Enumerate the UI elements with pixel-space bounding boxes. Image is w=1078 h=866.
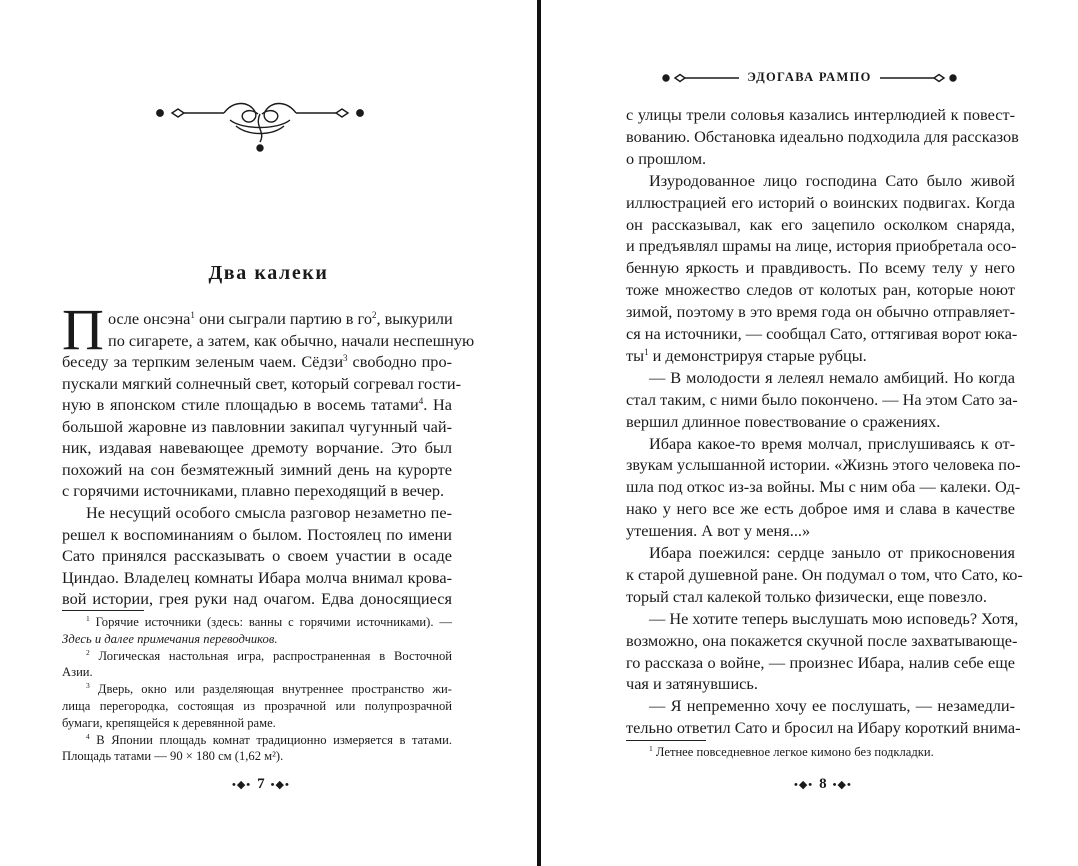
body-line: [626, 214, 1015, 235]
body-line: [626, 301, 1015, 322]
folio-ornament-right-icon: •◆•: [270, 779, 290, 791]
body-line: [626, 454, 1021, 475]
body-line: [62, 416, 452, 437]
footnote-line: [62, 664, 452, 681]
text-segment: бенную яркость и правдивость. По всему телу у него: [626, 258, 1015, 278]
text-segment: решел к воспоминаниям о былом. Постоялец по имени: [62, 524, 452, 544]
body-line: [626, 652, 1015, 673]
text-segment: тельно ответил Сато и бросил на Ибару короткий внима-: [626, 718, 1021, 738]
body-line: [62, 373, 462, 394]
text-segment: го рассказа о войне, — произнес Ибара, налив себе еще: [626, 652, 1015, 672]
page-number: 7: [257, 776, 265, 792]
footnote-line: [62, 698, 452, 715]
body-line: [626, 192, 1015, 213]
text-segment: утешения. А вот у меня...»: [626, 521, 811, 541]
footnote-line: [86, 614, 452, 631]
footnote-text: Летнее повседневное легкое кимоно без подкладки.: [652, 745, 934, 759]
text-segment: по сигарете, а затем, как обычно, начали неспешную: [108, 330, 475, 350]
text-segment: вованию. Обстановка идеально подходила для рассказов: [626, 126, 1019, 146]
text-segment: , выкурили: [376, 309, 453, 328]
body-line: [626, 389, 1018, 410]
chapter-title: Два калеки: [208, 262, 329, 284]
text-segment: с улицы трели соловья казались интерлюдией к повест-: [626, 105, 1015, 124]
text-segment: — В молодости я лелеял немало амбиций. Но когда: [649, 367, 1015, 387]
body-line: [626, 520, 1015, 541]
text-segment: они сыграли партию в го: [194, 309, 372, 328]
page-number: 8: [819, 776, 827, 792]
text-segment: осле онсэна: [108, 309, 191, 328]
text-segment: и предъявлял шрамы на лице, история приобретала осо-: [626, 236, 1017, 256]
body-line: [626, 104, 1015, 125]
body-line: [62, 588, 452, 609]
body-line: [62, 480, 452, 501]
left-page: [0, 0, 537, 866]
footnote-line: [86, 681, 452, 698]
drop-cap: П: [62, 297, 104, 362]
chapter-ornament-icon: [150, 96, 370, 158]
body-line: [62, 524, 452, 545]
running-head-title: ЭДОГАВА РАМПО: [747, 70, 872, 84]
body-line: [649, 695, 1015, 716]
body-line: [649, 170, 1015, 191]
footnote-line: [649, 744, 1015, 761]
text-segment: Не несущий особого смысла разговор незаметно пе-: [86, 502, 452, 522]
body-line: [62, 567, 452, 588]
body-line: [62, 545, 452, 566]
text-segment: большой жаровне из павловнии закипал чугунный чай-: [62, 416, 452, 436]
footnote-text: лища перегородка, состоящая из прозрачной или полупрозрачной: [62, 699, 452, 713]
text-segment: ник, издавая навевающее дремоту ворчание. Это был: [62, 438, 452, 458]
footnote-marker: 1: [649, 744, 653, 753]
body-line: [108, 308, 452, 329]
body-line: [62, 459, 452, 480]
text-segment: Ибара какое-то время молчал, прислушиваясь к от-: [649, 433, 1015, 453]
footnote-text: Азии.: [62, 665, 93, 680]
footnote-text: Дверь, окно или разделяющая внутреннее пространство жи-: [89, 682, 452, 697]
footnote-text: бумаги, крепящейся к деревянной раме.: [62, 715, 276, 730]
footnote-marker: 3: [343, 353, 348, 364]
body-line: [626, 498, 1015, 519]
footnote-text: Здесь и далее примечания переводчиков.: [62, 631, 278, 646]
footnote-rule: [626, 740, 706, 741]
footnote-marker: 4: [418, 396, 424, 407]
body-line: [108, 330, 475, 351]
folio-ornament-left-icon: •◆•: [232, 779, 252, 791]
text-segment: стал таким, с ними было покончено. — На этом Сато за-: [626, 389, 1018, 409]
footnote-line: [86, 648, 452, 665]
body-line: [626, 345, 1015, 366]
text-segment: к старой душевной ране. Он подумал о том, что Сато, ко-: [626, 564, 1023, 584]
body-line: [62, 437, 452, 458]
body-line: [626, 673, 1015, 694]
text-segment: ся на источники, — сообщал Сато, оттягивая ворот юка-: [626, 324, 1018, 343]
text-segment: . На: [423, 395, 452, 415]
body-line: [626, 148, 1015, 169]
footnote-rule: [62, 610, 144, 611]
body-line: [626, 586, 1015, 607]
body-line: [649, 433, 1015, 454]
text-segment: ную в японском стиле площадью в восемь татами: [62, 395, 419, 415]
running-head-ornament-right-icon: [878, 72, 958, 84]
running-head: [541, 70, 1078, 85]
page-number-7: [232, 776, 290, 793]
text-segment: и демонстрируя старые рубцы.: [648, 345, 867, 365]
footnote-marker: 2: [371, 310, 377, 320]
footnote-line: [62, 748, 452, 765]
body-line: [86, 502, 452, 523]
text-segment: Изуродованное лицо господина Сато было живой: [649, 170, 1015, 190]
text-segment: беседу за терпким зеленым чаем. Сёдзи: [62, 352, 344, 372]
text-segment: вершил длинное повествование о сражениях.: [626, 411, 941, 431]
footnote-marker: 1: [86, 614, 90, 623]
text-segment: похожий на сон безмятежный зимний день на курорте: [62, 459, 452, 479]
body-line: [626, 126, 1019, 147]
text-segment: ты: [626, 345, 645, 365]
text-segment: вой истории, грея руки над очагом. Едва доносящиеся: [62, 589, 452, 609]
text-segment: — Я непременно хочу ее послушать, — незамедли-: [649, 696, 1015, 716]
text-segment: зимой, поэтому в это время года он обычно отправляет-: [626, 302, 1015, 322]
text-segment: торый стал калекой только физически, еще повезло.: [626, 586, 987, 606]
right-page: [541, 0, 1078, 866]
text-segment: нако у него все же есть доброе имя и слава в качестве: [626, 499, 1015, 519]
footnote-line: [62, 631, 452, 648]
text-segment: пускали мягкий солнечный свет, который согревал гости-: [62, 373, 462, 393]
body-line: [649, 367, 1015, 388]
running-head-ornament-left-icon: [661, 72, 741, 84]
text-segment: — Не хотите теперь выслушать мою исповедь? Хотя,: [649, 608, 1019, 628]
text-segment: звукам услышанной истории. «Жизнь этого человека по-: [626, 455, 1021, 475]
text-segment: о прошлом.: [626, 148, 707, 168]
footnote-text: Логическая настольная игра, распространенная в Восточной: [89, 648, 452, 663]
footnote-text: Горячие источники (здесь: ванны с горячими источниками). —: [89, 615, 452, 629]
body-line: [626, 630, 1018, 651]
text-segment: с горячими источниками, плавно переходящий в вечер.: [62, 481, 445, 501]
text-segment: иллюстрацией его историй о воинских подвигах. Когда: [626, 192, 1015, 212]
text-segment: свободно про-: [347, 352, 453, 372]
text-segment: тоже множество следов от колотых ран, которые ноют: [626, 280, 1015, 300]
footnote-marker: 4: [86, 731, 90, 741]
footnote-marker: 1: [190, 310, 195, 320]
footnote-text: В Японии площадь комнат традиционно измеряется в татами.: [89, 732, 452, 747]
body-line: [649, 608, 1019, 629]
text-segment: возможно, она покажется скучной после захватывающе-: [626, 630, 1018, 650]
text-segment: Сато принялся рассказывать о своем участии в осаде: [62, 546, 452, 566]
text-segment: Ибара поежился: сердце заныло от прикосновения: [649, 543, 1015, 562]
footnote-text: Площадь татами — 90 × 180 см (1,62 м²).: [62, 749, 284, 764]
footnote-marker: 3: [86, 681, 90, 691]
body-line: [62, 394, 452, 415]
folio-ornament-right-icon: •◆•: [832, 779, 852, 791]
footnote-line: [62, 715, 452, 732]
footnote-marker: 2: [86, 647, 90, 657]
body-line: [62, 351, 452, 372]
page-number-8: [794, 776, 852, 793]
body-line: [626, 235, 1015, 256]
body-line: [649, 542, 1015, 563]
body-line: [626, 411, 1015, 432]
text-segment: чая и затянувшись.: [626, 674, 758, 694]
body-line: [626, 279, 1015, 300]
text-segment: шла под откос из-за войны. Мы с ним оба — калеки. Од-: [626, 477, 1021, 497]
text-segment: Циндао. Владелец комнаты Ибара молча внимал крова-: [62, 567, 452, 587]
body-line: [626, 476, 1021, 497]
body-line: [626, 323, 1018, 344]
body-line: [626, 717, 1021, 738]
body-line: [626, 257, 1015, 278]
body-line: [626, 564, 1023, 585]
footnote-line: [86, 732, 452, 749]
footnote-marker: 1: [644, 346, 649, 357]
text-segment: он рассказывал, как его зацепило осколком снаряда,: [626, 214, 1015, 234]
folio-ornament-left-icon: •◆•: [794, 779, 814, 791]
